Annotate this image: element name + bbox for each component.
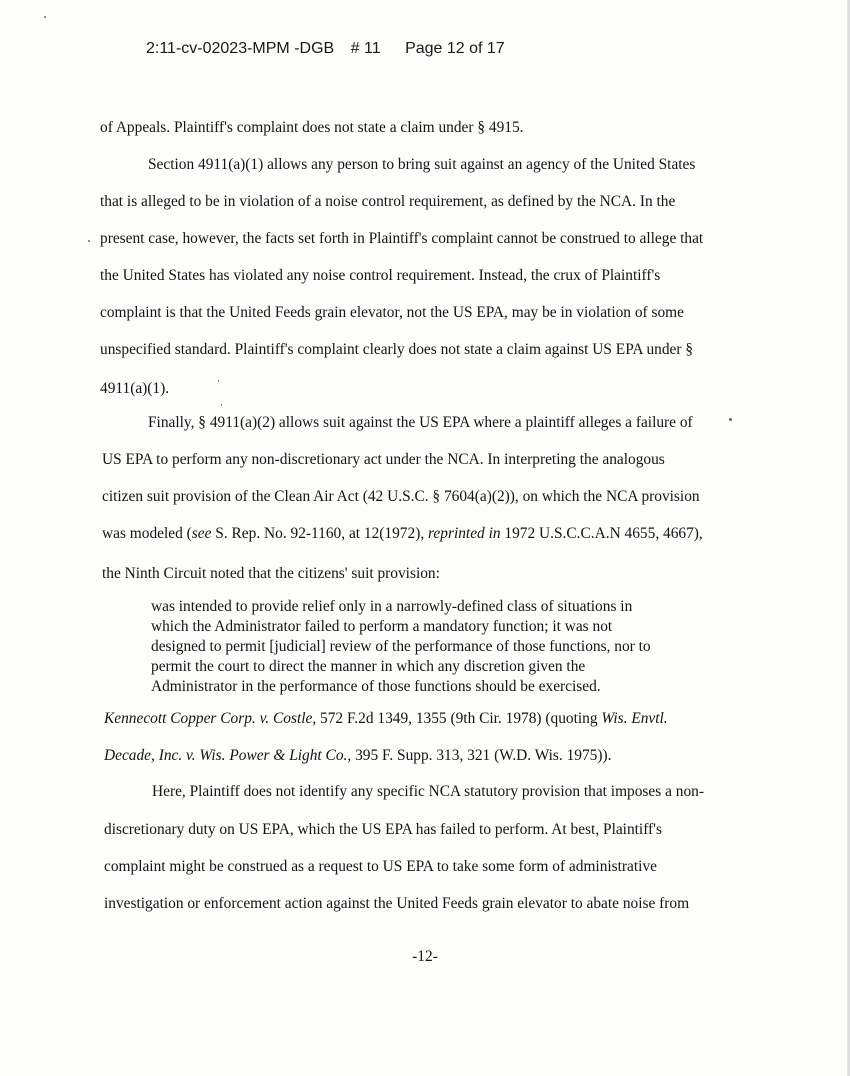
line-text: complaint is that the United Feeds grain elevator, not the US EPA, may be in violation of some [100,304,684,321]
line-text: Section 4911(a)(1) allows any person to bring suit against an agency of the United States [148,156,696,173]
body-line [102,489,700,504]
italic-text: Decade, Inc. v. Wis. Power & Light Co. [104,747,348,764]
line-text: , 395 F. Supp. 313, 321 (W.D. Wis. 1975)). [347,747,612,764]
line-text: 1972 U.S.C.C.A.N 4655, 4667), [500,525,703,542]
body-line [102,452,665,467]
body-line [104,859,657,874]
line-text: citizen suit provision of the Clean Air Act (42 U.S.C. § 7604(a)(2)), on which the NCA provision [102,488,700,505]
block-quote-line: Administrator in the performance of those functions should be exercised. [151,678,601,695]
scan-speck [729,418,732,421]
block-quote-line: was intended to provide relief only in a narrowly-defined class of situations in [151,598,633,615]
scan-speck [44,16,46,18]
scan-speck [218,380,219,382]
page-number: -12- [412,948,438,965]
line-text: present case, however, the facts set forth in Plaintiff's complaint cannot be construed to allege that [100,230,704,247]
italic-text: Kennecott Copper Corp. v. Costle [104,710,313,727]
line-text: Finally, § 4911(a)(2) allows suit against the US EPA where a plaintiff alleges a failure of [148,414,693,431]
case-header [146,40,505,58]
body-line [100,194,675,209]
block-quote-line: designed to permit [judicial] review of the performance of those functions, nor to [151,638,651,655]
scan-speck [88,240,90,242]
document-number: # 11 [350,40,381,57]
case-number: 2:11-cv-02023-MPM -DGB [146,40,335,57]
page-count: Page 12 of 17 [405,40,505,57]
line-text: investigation or enforcement action against the United Feeds grain elevator to abate noise from [104,895,690,912]
scan-speck [221,404,222,406]
italic-text: see [191,525,212,542]
line-text: unspecified standard. Plaintiff's complaint clearly does not state a claim against US EPA under § [100,341,694,358]
body-line [102,526,703,541]
line-text: that is alleged to be in violation of a noise control requirement, as defined by the NCA. In the [100,193,676,210]
line-text: US EPA to perform any non-discretionary act under the NCA. In interpreting the analogous [102,451,665,468]
body-line [100,231,703,246]
body-line [148,415,693,430]
body-line [152,784,704,799]
italic-text: Wis. Envtl. [601,710,668,727]
body-line [100,305,684,320]
body-line [104,896,689,911]
italic-text: reprinted in [428,525,501,542]
block-quote-line: which the Administrator failed to perform a mandatory function; it was not [151,618,613,635]
body-line [104,822,662,837]
line-text: , 572 F.2d 1349, 1355 (9th Cir. 1978) (quoting [312,710,602,727]
body-line [100,268,660,283]
line-text: S. Rep. No. 92-1160, at 12(1972), [211,525,429,542]
line-text: the Ninth Circuit noted that the citizens' suit provision: [102,565,440,582]
line-text: discretionary duty on US EPA, which the US EPA has failed to perform. At best, Plaintiff's [104,821,662,838]
line-text: the United States has violated any noise control requirement. Instead, the crux of Plaintiff's [100,267,661,284]
body-line [102,566,440,581]
body-line [100,342,693,357]
block-quote-line: permit the court to direct the manner in which any discretion given the [151,658,586,675]
line-text: complaint might be construed as a request to US EPA to take some form of administrative [104,858,657,875]
body-line [100,120,524,135]
body-line [100,381,169,396]
line-text: of Appeals. Plaintiff's complaint does not state a claim under § 4915. [100,119,524,136]
citation-line [104,711,668,726]
line-text: Here, Plaintiff does not identify any specific NCA statutory provision that imposes a non- [152,783,704,800]
body-line [148,157,695,172]
line-text: 4911(a)(1). [100,380,170,397]
line-text: was modeled ( [102,525,192,542]
citation-line [104,748,611,763]
